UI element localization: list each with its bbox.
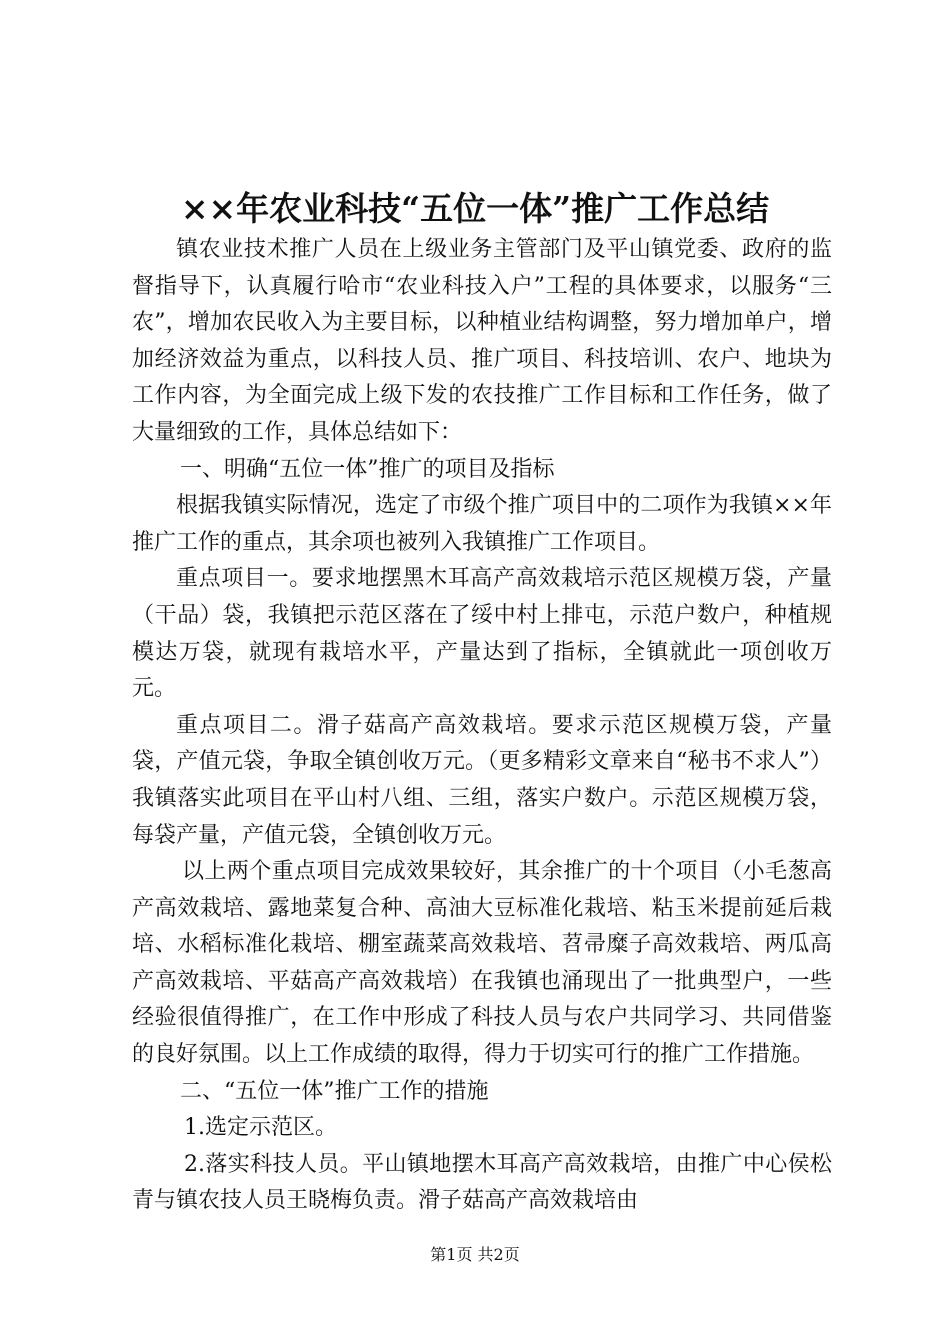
section-heading-1: 一、明确“五位一体”推广的项目及指标 <box>180 456 555 482</box>
paragraph-other-projects: 以上两个重点项目完成效果较好，其余推广的十个项目（小毛葱高产高效栽培、露地菜复合种、高油大豆标准化栽培、粘玉米提前延后栽培、水稻标准化栽培、棚室蔬菜高效栽培、苕帚糜子高效栽培、两瓜高产高效栽培、平菇高产高效栽培）在我镇也涌现出了一批典型户，一些经验很值得推广，在工作中形成了科技人员与农户共同学习、共同借鉴的良好氛围。以上工作成绩的取得，得力于切实可行的推广工作措施。 <box>132 859 832 1068</box>
document-title: ××年农业科技“五位一体”推广工作总结 <box>180 189 770 228</box>
page-footer: 第1页 共2页 <box>430 1245 520 1264</box>
measure-item-1: 1.选定示范区。 <box>184 1115 337 1141</box>
section-heading-2: 二、“五位一体”推广工作的措施 <box>180 1078 489 1104</box>
measure-item-2: 2.落实科技人员。平山镇地摆木耳高产高效栽培，由推广中心侯松青与镇农技人员王晓梅负责。滑子菇高产高效栽培由 <box>132 1151 832 1214</box>
document-body <box>132 232 832 1220</box>
paragraph-key-project-1: 重点项目一。要求地摆黑木耳高产高效栽培示范区规模万袋，产量（干品）袋，我镇把示范区落在了绥中村上排屯，示范户数户，种植规模达万袋，就现有栽培水平，产量达到了指标，全镇就此一项创收万元。 <box>132 566 832 702</box>
paragraph-key-project-2: 重点项目二。滑子菇高产高效栽培。要求示范区规模万袋，产量袋，产值元袋，争取全镇创收万元。（更多精彩文章来自“秘书不求人”）我镇落实此项目在平山村八组、三组，落实户数户。示范区规模万袋，每袋产量，产值元袋，全镇创收万元。 <box>132 712 832 848</box>
paragraph-project-selection: 根据我镇实际情况，选定了市级个推广项目中的二项作为我镇××年推广工作的重点，其余项也被列入我镇推广工作项目。 <box>132 493 832 555</box>
intro-paragraph: 镇农业技术推广人员在上级业务主管部门及平山镇党委、政府的监督指导下，认真履行哈市“农业科技入户”工程的具体要求，以服务“三农”，增加农民收入为主要目标，以种植业结构调整，努力增加单户，增加经济效益为重点，以科技人员、推广项目、科技培训、农户、地块为工作内容，为全面完成上级下发的农技推广工作目标和工作任务，做了大量细致的工作，具体总结如下： <box>132 237 832 445</box>
